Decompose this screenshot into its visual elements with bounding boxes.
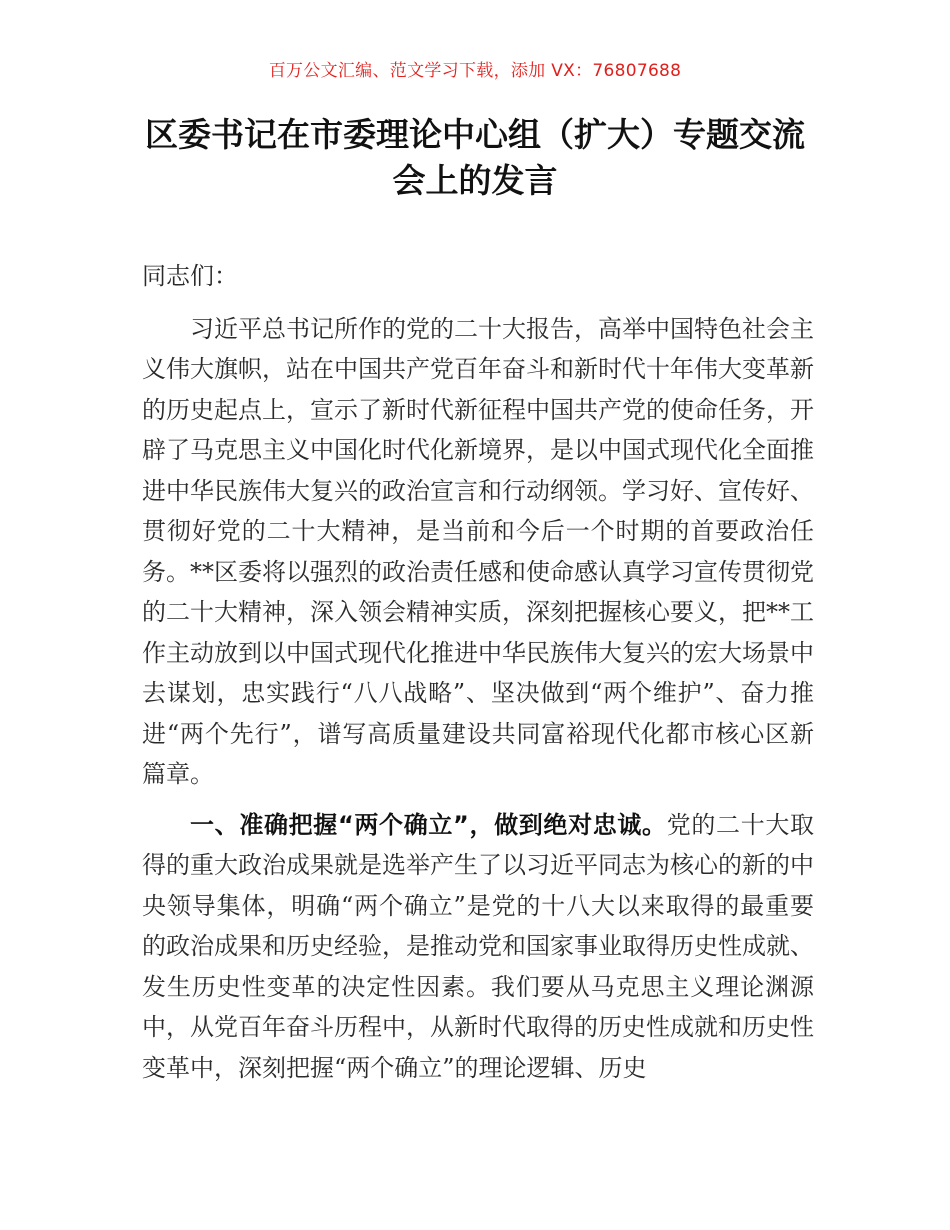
paragraph-section-1 xyxy=(142,805,814,1089)
header-download-note: 百万公文汇编、范文学习下载，添加 VX：76807688 xyxy=(268,61,682,81)
paragraph-intro-text: 习近平总书记所作的党的二十大报告，高举中国特色社会主义伟大旗帜，站在中国共产党百年奋斗和新时代十年伟大变革新的历史起点上，宣示了新时代新征程中国共产党的使命任务，开辟了马克思主义中国化时代化新境界，是以中国式现代化全面推进中华民族伟大复兴的政治宣言和行动纲领。学习好、宣传好、贯彻好党的二十大精神，是当前和今后一个时期的首要政治任务。**区委将以强烈的政治责任感和使命感认真学习宣传贯彻党的二十大精神，深入领会精神实质，深刻把握核心要义，把**工作主动放到以中国式现代化推进中华民族伟大复兴的宏大场景中去谋划，忠实践行“八八战略”、坚决做到“两个维护”、奋力推进“两个先行”，谱写高质量建设共同富裕现代化都市核心区新篇章。 xyxy=(142,314,814,788)
document-title: 区委书记在市委理论中心组（扩大）专题交流会上的发言 xyxy=(145,115,805,200)
document-body xyxy=(142,256,814,1088)
salutation: 同志们： xyxy=(142,262,238,290)
paragraph-intro xyxy=(142,309,814,795)
section-1-text: 党的二十大取得的重大政治成果就是选举产生了以习近平同志为核心的新的中央领导集体，明确“两个确立”是党的十八大以来取得的最重要的政治成果和历史经验，是推动党和国家事业取得历史性成就、发生历史性变革的决定性因素。我们要从马克思主义理论渊源中，从党百年奋斗历程中，从新时代取得的历史性成就和历史性变革中，深刻把握“两个确立”的理论逻辑、历史 xyxy=(142,810,815,1082)
section-1-heading: 一、准确把握“两个确立”，做到绝对忠诚。 xyxy=(190,810,667,839)
